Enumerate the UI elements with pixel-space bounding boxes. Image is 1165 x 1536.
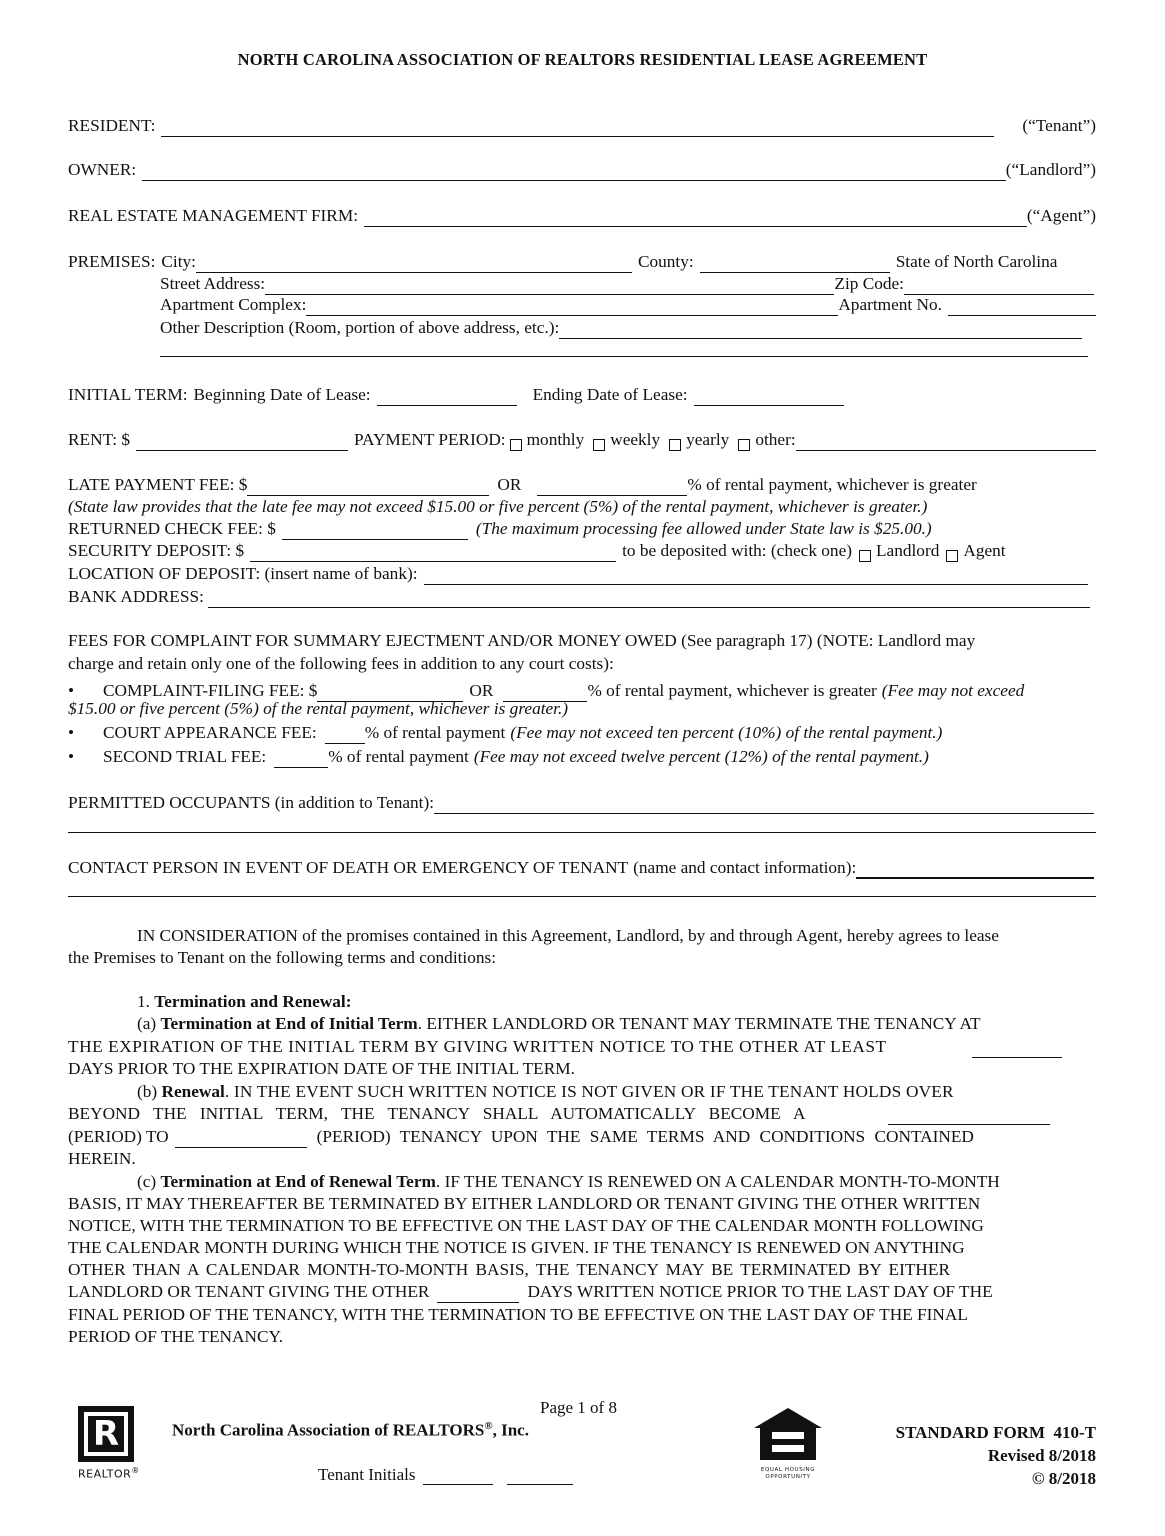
city-label: City: (161, 252, 196, 271)
section1b-heading: Renewal (161, 1082, 225, 1101)
landlord-suffix: (“Landlord”) (1005, 160, 1096, 179)
tenant-initials-field-2[interactable] (507, 1468, 573, 1485)
other-description-row (160, 317, 1082, 339)
section1b-line3 (68, 1126, 1058, 1148)
deposit-agent-checkbox[interactable] (946, 550, 958, 562)
equal-housing-logo (752, 1406, 824, 1481)
premises-city-row (68, 251, 1096, 273)
deposit-agent-label: Agent (963, 541, 1006, 560)
bullet-icon (68, 746, 103, 768)
section1c-heading: Termination at End of Renewal Term (160, 1172, 436, 1191)
association-reg: ® (484, 1420, 493, 1432)
section1a-text1: . EITHER LANDLORD OR TENANT MAY TERMINATE THE TENANCY AT (417, 1014, 981, 1033)
other-period-label: other: (755, 430, 796, 449)
deposit-landlord-label: Landlord (876, 541, 940, 560)
rent-label: RENT: $ (68, 430, 131, 449)
realtor-reg: ® (131, 1466, 140, 1475)
section1c-line5: OTHER THAN A CALENDAR MONTH-TO-MONTH BASIS, THE TENANCY MAY BE TERMINATED BY EITHER (68, 1260, 950, 1279)
section1a-days-field[interactable] (972, 1041, 1062, 1058)
form-info (840, 1421, 1096, 1490)
county-field[interactable] (700, 256, 890, 273)
section1c-text6a: LANDLORD OR TENANT GIVING THE OTHER (68, 1282, 430, 1301)
premises-label: PREMISES: (68, 252, 156, 271)
association-text: North Carolina Association of REALTORS (172, 1420, 485, 1440)
other-description-field[interactable] (559, 322, 1082, 339)
county-label: County: (637, 252, 694, 271)
consideration-line2: the Premises to Tenant on the following terms and conditions: (68, 948, 497, 967)
late-fee-percent-field[interactable] (537, 479, 687, 496)
tenant-initials-label: Tenant Initials (318, 1465, 416, 1484)
section1b-line4: HEREIN. (68, 1149, 136, 1168)
late-fee-label: LATE PAYMENT FEE: $ (68, 475, 248, 494)
apt-label: Apartment No. (838, 295, 942, 314)
weekly-checkbox[interactable] (593, 439, 605, 451)
section1-title: Termination and Renewal: (154, 992, 352, 1011)
tenant-initials-row (318, 1465, 573, 1485)
returned-check-note: (The maximum processing fee allowed under State law is $25.00.) (475, 519, 932, 538)
monthly-label: monthly (526, 430, 585, 449)
section1c-line2: BASIS, IT MAY THEREAFTER BE TERMINATED BY EITHER LANDLORD OR TENANT GIVING THE OTHER WRITTEN (68, 1194, 981, 1213)
complex-row (160, 294, 1096, 316)
section1c-line1 (137, 1171, 1096, 1193)
section1b-line1 (137, 1081, 1096, 1103)
section1c-text1: . IF THE TENANCY IS RENEWED ON A CALENDAR MONTH-TO-MONTH (435, 1172, 1000, 1191)
late-fee-amount-field[interactable] (247, 479, 489, 496)
returned-check-row (68, 518, 1096, 540)
rent-field[interactable] (136, 434, 348, 451)
street-field[interactable] (265, 278, 834, 295)
security-deposit-field[interactable] (250, 545, 616, 562)
other-period-field[interactable] (796, 434, 1096, 451)
other-checkbox[interactable] (738, 439, 750, 451)
section1a-heading: Termination at End of Initial Term (160, 1014, 418, 1033)
complaint-filing-suffix: % of rental payment, whichever is greater (587, 681, 877, 700)
section1b-text3a: (PERIOD) TO (68, 1127, 169, 1146)
section1c-line6 (68, 1281, 1096, 1303)
realtor-logo-text (78, 1466, 140, 1481)
firm-field[interactable] (364, 210, 1027, 227)
yearly-checkbox[interactable] (669, 439, 681, 451)
section1b-text1: . IN THE EVENT SUCH WRITTEN NOTICE IS NOT GIVEN OR IF THE TENANT HOLDS OVER (224, 1082, 954, 1101)
occupants-label: PERMITTED OCCUPANTS (in addition to Tenant): (68, 793, 435, 812)
court-appearance-label: COURT APPEARANCE FEE: (103, 723, 317, 742)
section1b-line2 (68, 1103, 1050, 1125)
contact-label: CONTACT PERSON IN EVENT OF DEATH OR EMERGENCY OF TENANT (68, 858, 629, 877)
section1c-days-field[interactable] (437, 1286, 519, 1303)
complaint-intro-line1: FEES FOR COMPLAINT FOR SUMMARY EJECTMENT AND/OR MONEY OWED (See paragraph 17) (NOTE: Landlord may (68, 631, 976, 650)
state-text: State of North Carolina (895, 252, 1058, 271)
section1a-line1 (137, 1013, 1096, 1035)
complex-label: Apartment Complex: (160, 295, 307, 314)
section1b-label: (b) (137, 1082, 158, 1101)
realtor-logo (76, 1404, 136, 1464)
deposit-location-label: LOCATION OF DEPOSIT: (insert name of bank): (68, 564, 418, 583)
occupants-field[interactable] (434, 797, 1094, 814)
tenant-initials-field-1[interactable] (423, 1468, 493, 1485)
term-label: INITIAL TERM: (68, 385, 188, 404)
complaint-intro-line2: charge and retain only one of the following fees in addition to any court costs): (68, 654, 614, 673)
owner-field[interactable] (142, 164, 1006, 181)
section1b-text3b: (PERIOD) TENANCY UPON THE SAME TERMS AND CONDITIONS CONTAINED (316, 1127, 974, 1146)
realtor-text: REALTOR (78, 1467, 132, 1481)
zip-label: Zip Code: (834, 274, 904, 293)
contact-line2[interactable] (68, 896, 1096, 897)
section1c-text6b: DAYS WRITTEN NOTICE PRIOR TO THE LAST DAY OF THE (527, 1282, 993, 1301)
page-number: Page 1 of 8 (540, 1398, 617, 1417)
court-appearance-suffix: % of rental payment (364, 723, 506, 742)
resident-field[interactable] (161, 120, 994, 137)
section1a-line3: DAYS PRIOR TO THE EXPIRATION DATE OF THE INITIAL TERM. (68, 1059, 575, 1078)
section1a-line2 (68, 1036, 1062, 1058)
equal-housing-text (752, 1467, 824, 1481)
bullet-icon (68, 722, 103, 744)
agent-suffix: (“Agent”) (1026, 206, 1096, 225)
contact-row (68, 857, 1094, 879)
section1c-line8: PERIOD OF THE TENANCY. (68, 1327, 284, 1346)
returned-check-label: RETURNED CHECK FEE: $ (68, 519, 276, 538)
bank-address-label: BANK ADDRESS: (68, 587, 204, 606)
weekly-label: weekly (610, 430, 661, 449)
section1c-line4: THE CALENDAR MONTH DURING WHICH THE NOTICE IS GIVEN. IF THE TENANCY IS RENEWED ON ANYTHING (68, 1238, 965, 1257)
complaint-filing-note-b: $15.00 or five percent (5%) of the rental payment, whichever is greater.) (68, 699, 569, 718)
complex-field[interactable] (306, 299, 838, 316)
deposit-location-row (68, 563, 1088, 585)
late-fee-suffix: % of rental payment, whichever is greater (687, 475, 977, 494)
section1c-line3: NOTICE, WITH THE TERMINATION TO BE EFFECTIVE ON THE LAST DAY OF THE CALENDAR MONTH FOLLOWING (68, 1216, 984, 1235)
end-date-label: Ending Date of Lease: (532, 385, 688, 404)
late-fee-or: OR (497, 475, 522, 494)
court-appearance-note: (Fee may not exceed ten percent (10%) of the rental payment.) (510, 723, 943, 742)
section1a-label: (a) (137, 1014, 157, 1033)
late-fee-row (68, 474, 1096, 496)
section1c-label: (c) (137, 1172, 157, 1191)
tenant-suffix: (“Tenant”) (1022, 116, 1096, 135)
bank-address-field[interactable] (208, 591, 1090, 608)
section1a-text2: THE EXPIRATION OF THE INITIAL TERM BY GIVING WRITTEN NOTICE TO THE OTHER AT LEAST (68, 1037, 887, 1056)
consideration-line1: IN CONSIDERATION of the promises contained in this Agreement, Landlord, by and through Agent, hereby agrees to lease (137, 926, 999, 945)
section1-heading (137, 991, 1165, 1013)
occupants-line2[interactable] (68, 832, 1096, 833)
begin-date-field[interactable] (377, 389, 517, 406)
begin-date-label: Beginning Date of Lease: (193, 385, 371, 404)
yearly-label: yearly (686, 430, 730, 449)
occupants-row (68, 792, 1094, 814)
rent-row (68, 429, 1096, 451)
second-trial-note: (Fee may not exceed twelve percent (12%) of the rental payment.) (473, 747, 929, 766)
complaint-filing-label: COMPLAINT-FILING FEE: $ (103, 681, 318, 700)
page-title: NORTH CAROLINA ASSOCIATION OF REALTORS RESIDENTIAL LEASE AGREEMENT (237, 50, 928, 69)
returned-check-field[interactable] (282, 523, 468, 540)
late-fee-note: (State law provides that the late fee may not exceed $15.00 or five percent (5%) of the rental payment, whichever is greater.) (68, 497, 928, 516)
deposit-with-label: to be deposited with: (check one) (622, 541, 852, 560)
section1c-line7: FINAL PERIOD OF THE TENANCY, WITH THE TERMINATION TO BE EFFECTIVE ON THE LAST DAY OF THE FINAL (68, 1305, 968, 1324)
end-date-field[interactable] (694, 389, 844, 406)
firm-row (68, 205, 1096, 227)
equal-housing-line2: OPPORTUNITY (765, 1474, 811, 1480)
term-row (68, 384, 1096, 406)
contact-hint: (name and contact information): (633, 858, 857, 877)
owner-label: OWNER: (68, 160, 137, 179)
section1b-period2-field[interactable] (175, 1131, 307, 1148)
resident-row (68, 115, 1096, 137)
form-revised: Revised 8/2018 (987, 1446, 1096, 1465)
second-trial-suffix: % of rental payment (328, 747, 469, 766)
form-name: STANDARD FORM 410-T (895, 1423, 1096, 1442)
second-trial-label: SECOND TRIAL FEE: (103, 747, 267, 766)
street-row (160, 273, 1094, 295)
section1b-text2: BEYOND THE INITIAL TERM, THE TENANCY SHALL AUTOMATICALLY BECOME A (68, 1104, 806, 1123)
second-trial-row (68, 746, 1096, 768)
apt-field[interactable] (948, 299, 1096, 316)
realtor-letter: R (92, 1414, 120, 1454)
bank-address-row (68, 586, 1090, 608)
equal-housing-icon (752, 1406, 824, 1462)
second-trial-field[interactable] (274, 751, 328, 768)
deposit-location-field[interactable] (424, 568, 1088, 585)
resident-label: RESIDENT: (68, 116, 156, 135)
street-label: Street Address: (160, 274, 266, 293)
section1-number: 1. (137, 992, 150, 1011)
security-deposit-label: SECURITY DEPOSIT: $ (68, 541, 245, 560)
monthly-checkbox[interactable] (510, 439, 522, 451)
deposit-landlord-checkbox[interactable] (859, 550, 871, 562)
form-copyright: © 8/2018 (1031, 1469, 1096, 1488)
other-description-label: Other Description (Room, portion of above address, etc.): (160, 318, 560, 337)
court-appearance-row (68, 722, 1096, 744)
association-suffix: , Inc. (492, 1420, 529, 1440)
section1b-period-field[interactable] (888, 1108, 1050, 1125)
association-name (172, 1420, 529, 1441)
firm-label: REAL ESTATE MANAGEMENT FIRM: (68, 206, 358, 225)
other-description-line2[interactable] (160, 356, 1088, 357)
city-field[interactable] (196, 256, 632, 273)
equal-housing-line1: EQUAL HOUSING (760, 1467, 816, 1473)
complaint-filing-or: OR (469, 681, 494, 700)
complaint-filing-note-a: (Fee may not exceed (881, 681, 1025, 700)
zip-field[interactable] (904, 278, 1094, 295)
contact-field[interactable] (856, 861, 1094, 879)
owner-row (68, 159, 1096, 181)
court-appearance-field[interactable] (325, 727, 365, 744)
security-deposit-row (68, 540, 1096, 562)
payment-period-label: PAYMENT PERIOD: (354, 430, 506, 449)
